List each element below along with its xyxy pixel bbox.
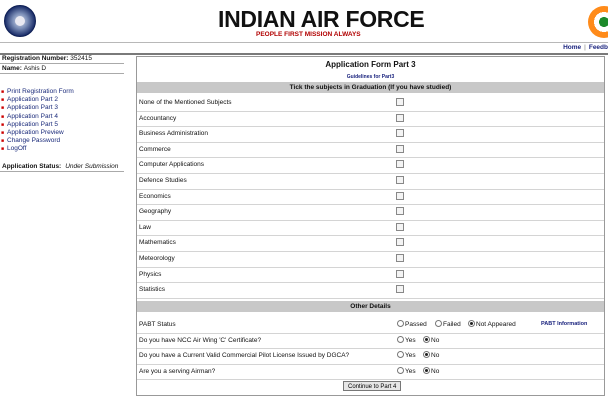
pabt-passed-option[interactable] xyxy=(397,320,427,328)
radio-icon[interactable] xyxy=(397,351,404,358)
radio-icon[interactable] xyxy=(397,320,404,327)
airman-no-option[interactable] xyxy=(423,367,439,375)
name-value: Ashis D xyxy=(23,65,47,72)
nav-separator: | xyxy=(584,44,586,51)
subject-row xyxy=(137,142,604,159)
bullet-icon: ■ xyxy=(1,97,5,104)
option-label: No xyxy=(431,352,440,360)
option-label: Failed xyxy=(443,321,461,328)
sidebar-menu xyxy=(0,88,124,154)
feedback-link[interactable]: Feedb xyxy=(588,44,608,51)
subject-label: Statistics xyxy=(139,286,166,294)
subject-row xyxy=(137,111,604,128)
status-value: Under Submission xyxy=(65,163,119,170)
sidebar-item-change-password[interactable] xyxy=(0,137,124,145)
subject-checkbox[interactable] xyxy=(396,160,404,168)
sidebar-item-part-2[interactable] xyxy=(0,96,124,104)
sidebar-item-label: Application Part 5 xyxy=(7,120,58,128)
continue-button[interactable]: Continue to Part 4 xyxy=(343,381,401,391)
pabt-status-label: PABT Status xyxy=(139,321,176,328)
subject-label: Defence Studies xyxy=(139,177,187,184)
ncc-row xyxy=(137,333,604,350)
subject-checkbox[interactable] xyxy=(396,207,404,215)
form-title: Application Form Part 3 xyxy=(325,60,416,69)
option-label: No xyxy=(431,367,440,375)
bullet-icon: ■ xyxy=(1,105,5,112)
subject-label: Physics xyxy=(139,270,162,278)
subject-row xyxy=(137,157,604,174)
subject-checkbox[interactable] xyxy=(396,254,404,262)
option-label: Passed xyxy=(405,321,427,328)
subject-label: Business Administration xyxy=(139,130,209,138)
subject-checkbox[interactable] xyxy=(396,129,404,137)
option-label: Yes xyxy=(405,367,416,375)
sidebar-item-label: Application Part 3 xyxy=(7,104,58,112)
top-nav xyxy=(0,43,608,53)
bullet-icon: ■ xyxy=(1,113,5,120)
subject-row xyxy=(137,189,604,206)
bullet-icon: ■ xyxy=(1,138,5,145)
subject-label: None of the Mentioned Subjects xyxy=(139,99,232,106)
ncc-no-option[interactable] xyxy=(423,336,439,344)
other-details-header: Other Details xyxy=(137,301,604,312)
pabt-information-link[interactable]: PABT Information xyxy=(541,321,588,327)
radio-selected-icon[interactable] xyxy=(423,367,430,374)
pabt-not-appeared-option[interactable] xyxy=(468,320,516,328)
registration-label: Registration Number: xyxy=(2,55,69,62)
cpl-row xyxy=(137,348,604,365)
subject-row xyxy=(137,220,604,237)
ncc-question: Do you have NCC Air Wing 'C' Certificate? xyxy=(139,336,262,344)
cpl-no-option[interactable] xyxy=(423,351,439,359)
status-label: Application Status: xyxy=(2,163,62,170)
radio-selected-icon[interactable] xyxy=(423,336,430,343)
subject-checkbox[interactable] xyxy=(396,114,404,122)
airman-yes-option[interactable] xyxy=(397,367,416,375)
sidebar-item-preview[interactable] xyxy=(0,129,124,137)
iaf-emblem-logo xyxy=(4,5,36,37)
option-label: Yes xyxy=(405,336,416,344)
bullet-icon: ■ xyxy=(1,146,5,153)
option-label: Yes xyxy=(405,352,416,360)
airman-row xyxy=(137,364,604,381)
application-status xyxy=(2,163,118,170)
subject-label: Economics xyxy=(139,192,171,200)
radio-icon[interactable] xyxy=(435,320,442,327)
sidebar-divider xyxy=(0,171,124,172)
cpl-yes-option[interactable] xyxy=(397,351,416,359)
subject-checkbox[interactable] xyxy=(396,145,404,153)
subject-label: Meteorology xyxy=(139,255,175,262)
sidebar-item-logoff[interactable] xyxy=(0,145,124,153)
sidebar-item-part-4[interactable] xyxy=(0,113,124,121)
radio-selected-icon[interactable] xyxy=(468,320,475,327)
subject-row xyxy=(137,126,604,143)
sidebar-item-label: Application Part 4 xyxy=(7,112,58,120)
registration-value: 352415 xyxy=(70,55,92,62)
sidebar xyxy=(0,55,128,402)
home-link[interactable]: Home xyxy=(563,44,582,51)
subject-label: Geography xyxy=(139,208,172,216)
subject-label: Computer Applications xyxy=(139,161,205,169)
subject-label: Accountancy xyxy=(139,114,177,122)
option-label: Not Appeared xyxy=(476,321,516,328)
bullet-icon: ■ xyxy=(1,121,5,128)
applicant-name xyxy=(2,65,46,72)
sidebar-item-part-5[interactable] xyxy=(0,121,124,129)
sidebar-item-label: LogOff xyxy=(7,145,27,153)
radio-icon[interactable] xyxy=(397,367,404,374)
option-label: No xyxy=(431,336,440,344)
guidelines-link-text[interactable]: Guidelines for Part3 xyxy=(346,74,395,80)
sidebar-item-label: Print Registration Form xyxy=(7,88,74,95)
site-header xyxy=(0,0,608,42)
subject-row xyxy=(137,204,604,221)
site-tagline: PEOPLE FIRST MISSION ALWAYS xyxy=(256,31,361,38)
subject-row xyxy=(137,173,604,190)
application-form xyxy=(136,56,605,396)
pabt-status-row xyxy=(137,317,604,334)
subject-checkbox[interactable] xyxy=(396,270,404,278)
name-label: Name: xyxy=(2,65,22,72)
sidebar-item-label: Change Password xyxy=(7,137,61,145)
sidebar-item-print-registration[interactable] xyxy=(0,88,124,96)
subject-checkbox[interactable] xyxy=(396,285,404,293)
sidebar-divider xyxy=(0,63,124,64)
subject-checkbox[interactable] xyxy=(396,176,404,184)
sidebar-divider xyxy=(0,73,124,74)
bullet-icon: ■ xyxy=(1,89,5,95)
subject-row xyxy=(137,95,604,112)
registration-number xyxy=(2,55,92,62)
roundel-logo xyxy=(588,6,608,38)
subject-label: Law xyxy=(139,223,151,231)
subject-checkbox[interactable] xyxy=(396,223,404,231)
pabt-failed-option[interactable] xyxy=(435,320,461,328)
subject-row xyxy=(137,251,604,268)
subject-checkbox[interactable] xyxy=(396,98,404,106)
subjects-header: Tick the subjects in Graduation (If you have studied) xyxy=(137,82,604,93)
site-title: INDIAN AIR FORCE xyxy=(218,6,425,32)
subject-row xyxy=(137,282,604,299)
ncc-yes-option[interactable] xyxy=(397,336,416,344)
subject-row xyxy=(137,267,604,284)
cpl-question: Do you have a Current Valid Commercial Pilot License Issued by DGCA? xyxy=(139,352,350,360)
subject-label: Commerce xyxy=(139,145,171,153)
radio-icon[interactable] xyxy=(397,336,404,343)
sidebar-item-part-3[interactable] xyxy=(0,104,124,112)
guidelines-link xyxy=(137,74,604,80)
subject-checkbox[interactable] xyxy=(396,192,404,200)
sidebar-item-label: Application Preview xyxy=(7,128,64,136)
sidebar-item-label: Application Part 2 xyxy=(7,96,58,104)
bullet-icon: ■ xyxy=(1,129,5,136)
radio-selected-icon[interactable] xyxy=(423,351,430,358)
subject-row xyxy=(137,235,604,252)
subject-label: Mathematics xyxy=(139,239,176,247)
subject-checkbox[interactable] xyxy=(396,238,404,246)
airman-question: Are you a serving Airman? xyxy=(139,367,216,375)
